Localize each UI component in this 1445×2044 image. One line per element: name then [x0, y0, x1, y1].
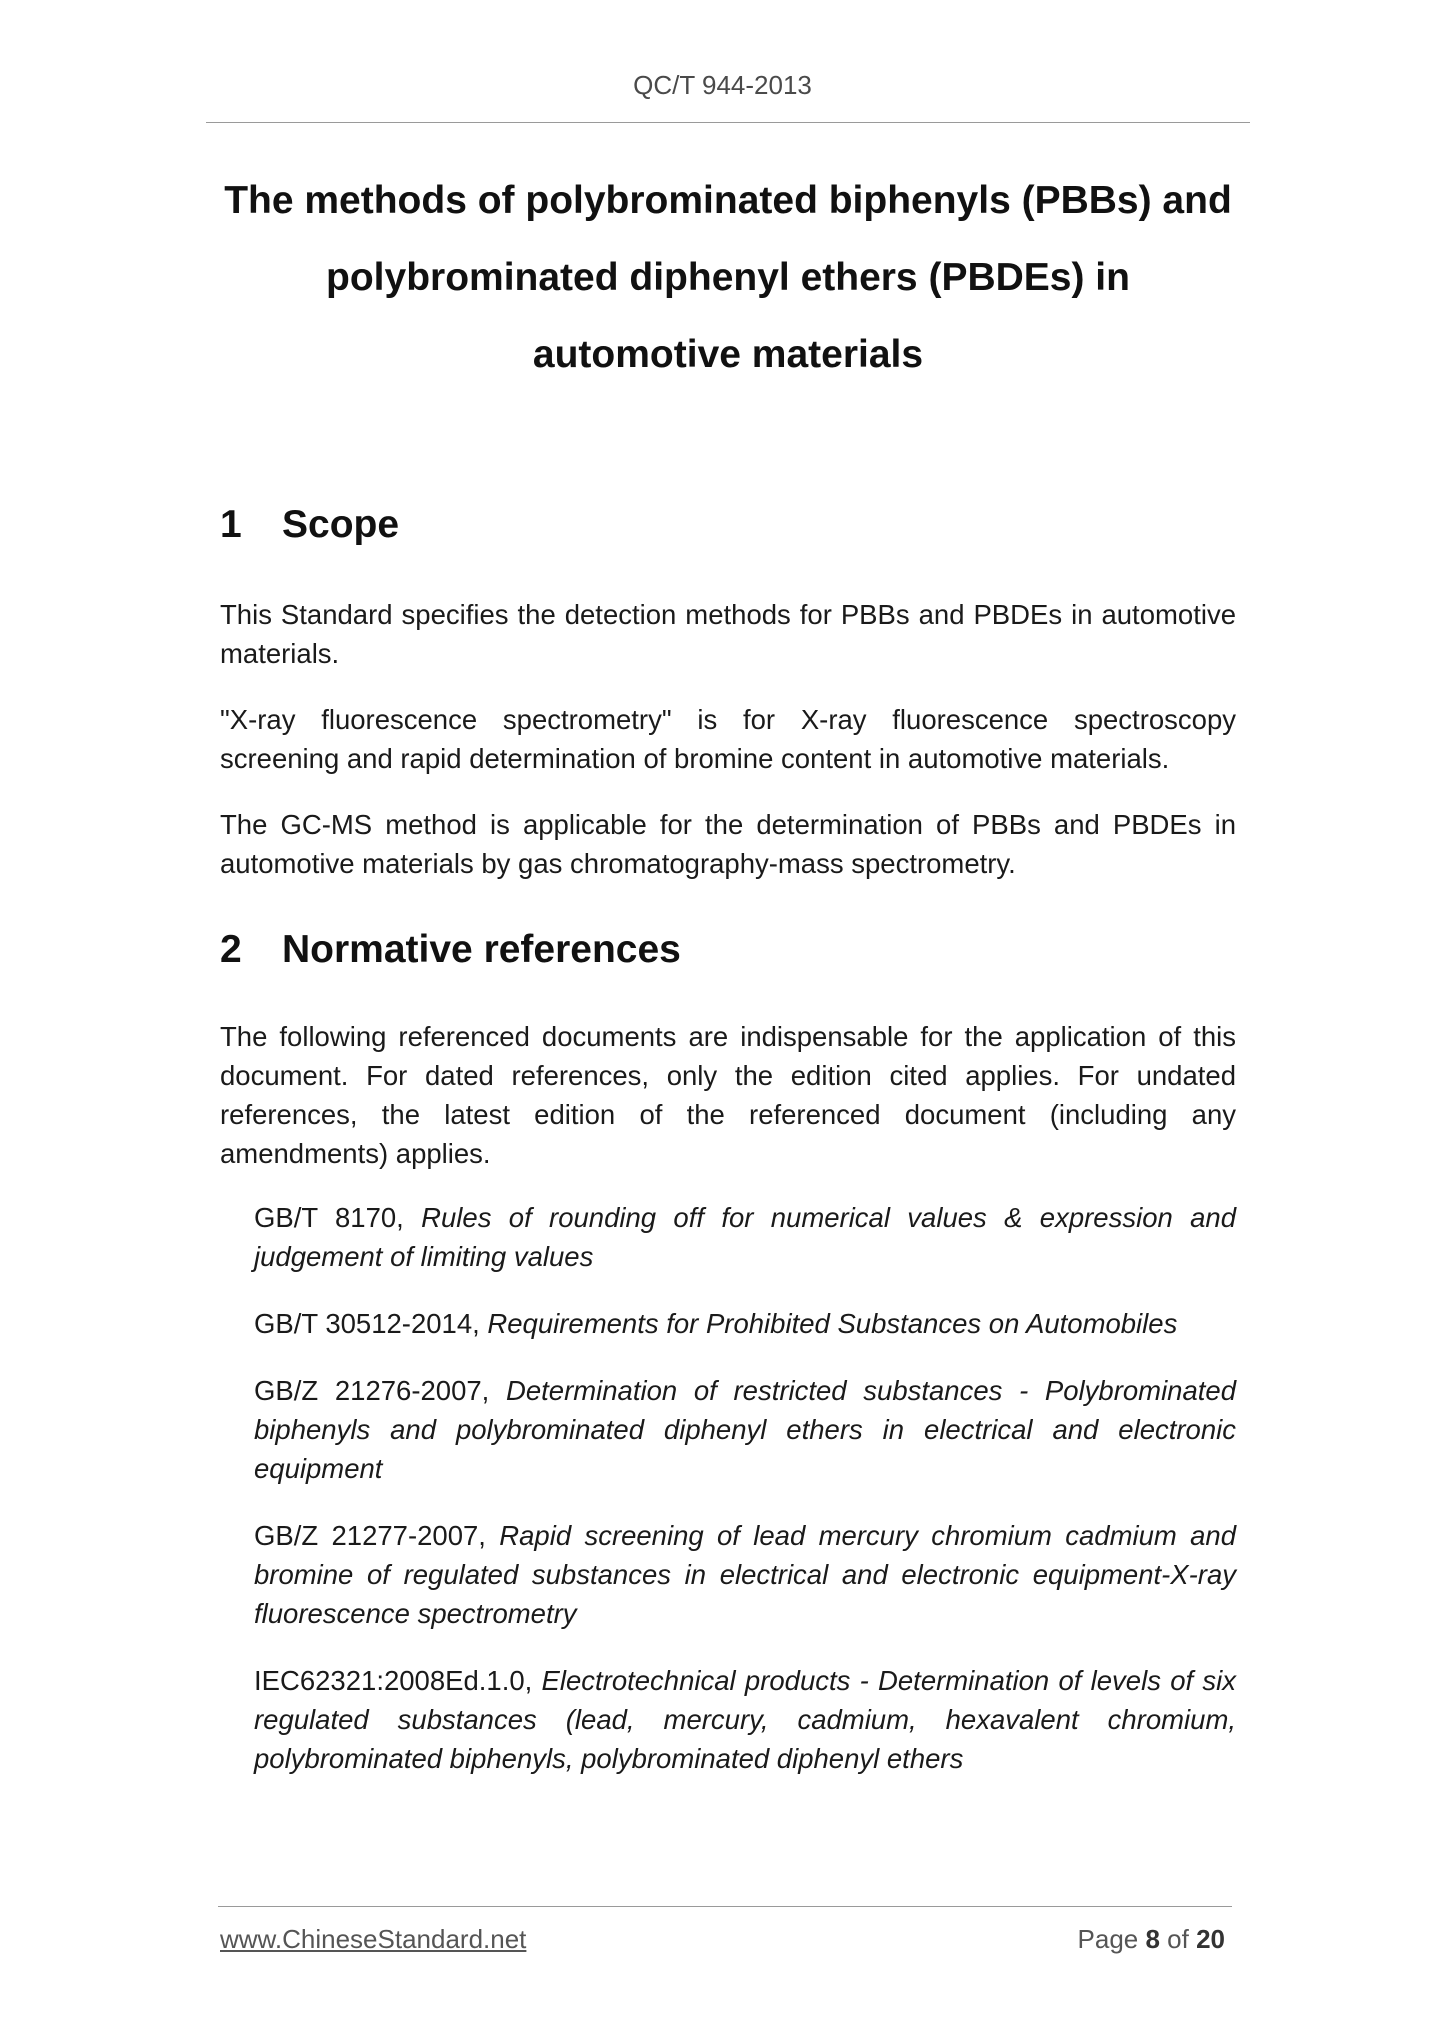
- page-number: [1078, 1924, 1225, 1955]
- website-link[interactable]: www.ChineseStandard.net: [220, 1924, 527, 1954]
- reference-code: IEC62321:2008Ed.1.0,: [254, 1665, 542, 1696]
- reference-title: Rules of rounding off for numerical values & expression and judgement of limiting values: [254, 1202, 1236, 1272]
- reference-title: Requirements for Prohibited Substances on Automobiles: [487, 1308, 1178, 1339]
- reference-2-wrap: [254, 1304, 1236, 1343]
- page-total: 20: [1196, 1924, 1225, 1954]
- reference-1-wrap: [254, 1198, 1236, 1276]
- scope-paragraph: The GC-MS method is applicable for the determination of PBBs and PBDEs in automotive materials by gas chromatography-mass spectrometry.: [220, 809, 1236, 879]
- scope-paragraph-2-wrap: [220, 700, 1236, 778]
- document-title: [206, 162, 1250, 393]
- normative-intro-wrap: [220, 1017, 1236, 1173]
- reference-item: [254, 1304, 1236, 1343]
- reference-title: Determination of restricted substances - Polybrominated biphenyls and polybrominated diphenyl ethers in electrical and electronic equipment: [254, 1375, 1236, 1484]
- title-line-3: automotive materials: [532, 333, 924, 376]
- scope-paragraph: This Standard specifies the detection methods for PBBs and PBDEs in automotive materials.: [220, 599, 1236, 669]
- header-divider: [206, 122, 1250, 123]
- reference-item: [254, 1661, 1236, 1778]
- section-title: Scope: [282, 503, 400, 546]
- section-title: Normative references: [282, 928, 681, 971]
- reference-4-wrap: [254, 1516, 1236, 1633]
- section-heading-normative-references: [220, 928, 1236, 972]
- reference-code: GB/Z 21277-2007,: [254, 1520, 500, 1551]
- section-heading-scope: [220, 503, 1236, 547]
- footer-divider: [218, 1906, 1232, 1907]
- reference-title: Electrotechnical products - Determination of levels of six regulated substances (lead, mercury, cadmium, hexavalent chromium, polybrominated biphenyls, polybrominated diphenyl ethers: [254, 1665, 1236, 1774]
- reference-title: Rapid screening of lead mercury chromium cadmium and bromine of regulated substances in electrical and electronic equipment-X-ray fluorescence spectrometry: [254, 1520, 1236, 1629]
- section-number: 1: [220, 503, 242, 546]
- reference-code: GB/Z 21276-2007,: [254, 1375, 506, 1406]
- normative-intro: The following referenced documents are indispensable for the application of this document. For dated references, only the edition cited applies. For undated references, the latest edition of the referenced document (including any amendments) applies.: [220, 1021, 1236, 1169]
- scope-paragraph-1-wrap: [220, 595, 1236, 673]
- reference-item: [254, 1198, 1236, 1276]
- section-normative-heading-wrap: [220, 928, 1236, 972]
- reference-code: GB/T 8170,: [254, 1202, 422, 1233]
- title-line-1: The methods of polybrominated biphenyls (PBBs) and: [224, 179, 1232, 222]
- reference-item: [254, 1371, 1236, 1488]
- section-scope-heading-wrap: [220, 503, 1236, 547]
- page-current: 8: [1145, 1924, 1160, 1954]
- title-line-2: polybrominated diphenyl ethers (PBDEs) in: [326, 256, 1130, 299]
- reference-item: [254, 1516, 1236, 1633]
- page-of: of: [1159, 1924, 1197, 1954]
- section-number: 2: [220, 928, 242, 971]
- reference-3-wrap: [254, 1371, 1236, 1488]
- scope-paragraph: "X-ray fluorescence spectrometry" is for X-ray fluorescence spectroscopy screening and rapid determination of bromine content in automotive materials.: [220, 704, 1236, 774]
- scope-paragraph-3-wrap: [220, 805, 1236, 883]
- reference-code: GB/T 30512-2014,: [254, 1308, 488, 1339]
- standard-code: QC/T 944-2013: [633, 70, 812, 100]
- page-prefix: Page: [1077, 1924, 1146, 1954]
- reference-5-wrap: [254, 1661, 1236, 1778]
